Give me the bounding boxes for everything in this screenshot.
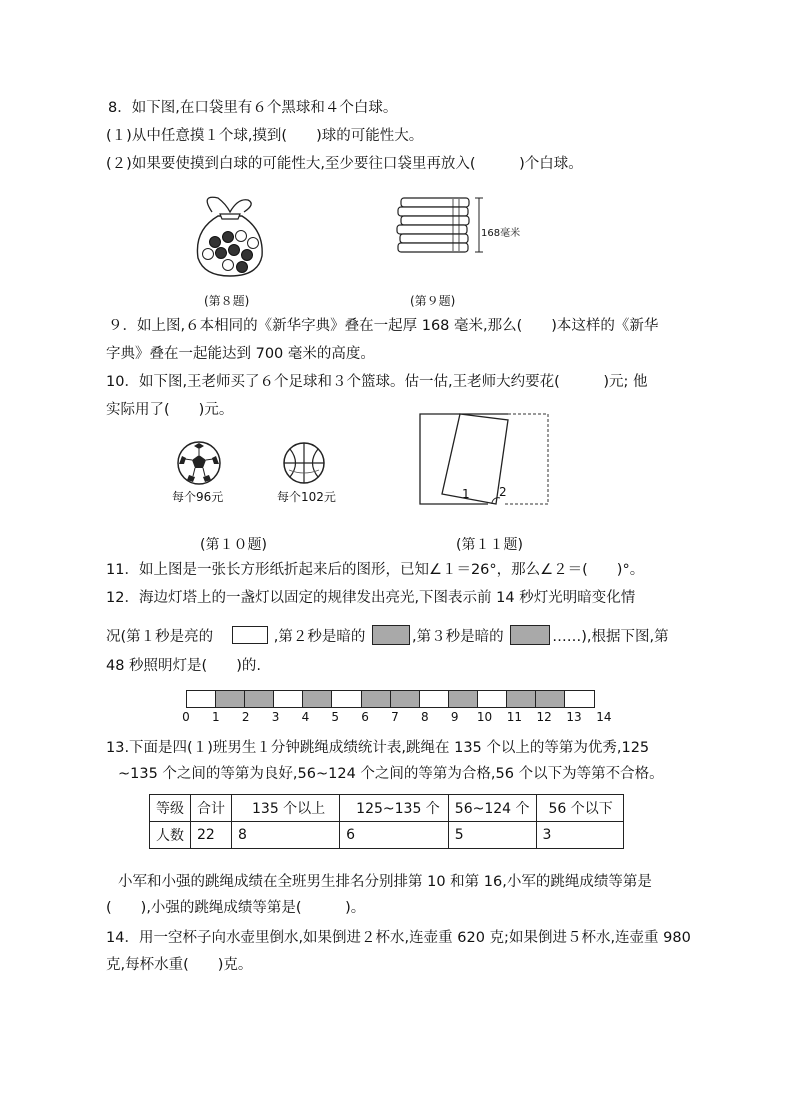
football-icon <box>176 440 222 486</box>
tick-label: 6 <box>361 710 369 724</box>
tick-label: 12 <box>536 710 552 724</box>
q12-line2-a: 况(第１秒是亮的 <box>106 629 214 645</box>
q13-line4: ( ),小强的跳绳成绩等第是( )。 <box>106 900 366 916</box>
table-cell: 125~135 个 <box>340 795 449 822</box>
q12-line1: 12．海边灯塔上的一盏灯以固定的规律发出亮光,下图表示前 14 秒灯光明暗变化情 <box>106 590 636 606</box>
tick-label: 10 <box>476 710 493 724</box>
fig9-caption: (第９题) <box>410 294 456 308</box>
tick-label: 13 <box>566 710 582 724</box>
q8-part1: (１)从中任意摸１个球,摸到( )球的可能性大。 <box>106 128 424 144</box>
q11-text: 11．如上图是一张长方形纸折起来后的图形，已知∠１＝26°，那么∠２＝( )°。 <box>106 562 645 578</box>
tick-label: 8 <box>420 710 429 724</box>
fig10-caption: (第１０题) <box>200 537 267 553</box>
tick-label: 7 <box>391 710 399 724</box>
angle-2-label: 2 <box>499 485 507 499</box>
table-cell: 合计 <box>191 795 232 822</box>
q12-line2-d: ……),根据下图,第 <box>552 629 669 645</box>
q10-line1: 10．如下图,王老师买了６个足球和３个篮球。估一估,王老师大约要花( )元; 他 <box>106 374 648 390</box>
table-cell: 135 个以上 <box>232 795 340 822</box>
second-7-dark <box>362 691 391 707</box>
fig8-caption: (第８题) <box>204 294 250 308</box>
second-8-dark <box>391 691 420 707</box>
jump-rope-stats-table <box>149 794 624 849</box>
second-13-dark <box>536 691 565 707</box>
light-pattern-strip <box>186 690 595 708</box>
q9-line2: 字典》叠在一起能达到 700 毫米的高度。 <box>106 346 375 362</box>
q8-part2: (２)如果要使摸到白球的可能性大,至少要往口袋里再放入( )个白球。 <box>106 156 583 172</box>
light-second-box <box>232 626 268 644</box>
dark-second-box <box>372 625 410 645</box>
table-cell: 等级 <box>150 795 191 822</box>
table-cell: 8 <box>232 822 340 849</box>
q13-line2: ~135 个之间的等第为良好,56~124 个之间的等第为合格,56 个以下为等第不合格。 <box>118 766 664 782</box>
second-14-light <box>565 691 594 707</box>
second-12-dark <box>507 691 536 707</box>
football-price: 每个96元 <box>172 490 224 504</box>
table-header-row <box>150 795 624 822</box>
table-cell: 56 个以下 <box>536 795 623 822</box>
table-cell: 22 <box>191 822 232 849</box>
tick-label: 5 <box>331 710 340 724</box>
tick-label: 9 <box>450 710 459 724</box>
table-cell: 3 <box>536 822 623 849</box>
second-11-light <box>478 691 507 707</box>
q8-stem: 8．如下图,在口袋里有６个黑球和４个白球。 <box>108 100 398 116</box>
angle-1-label: 1 <box>462 487 470 501</box>
basketball-icon <box>281 440 327 486</box>
q10-line2: 实际用了( )元。 <box>106 402 234 418</box>
q12-line2-b: ,第２秒是暗的 <box>273 629 366 645</box>
q14-line1: 14．用一空杯子向水壶里倒水,如果倒进２杯水,连壶重 620 克;如果倒进５杯水,连壶重 980 <box>106 930 691 946</box>
second-2-dark <box>216 691 245 707</box>
q12-line2 <box>106 625 669 649</box>
tick-label: 3 <box>271 710 280 724</box>
q12-line3: 48 秒照明灯是( )的. <box>106 658 261 674</box>
ball-bag-figure <box>190 190 270 280</box>
second-9-light <box>420 691 449 707</box>
second-1-light <box>187 691 216 707</box>
q13-line3: 小军和小强的跳绳成绩在全班男生排名分别排第 10 和第 16,小军的跳绳成绩等第是 <box>118 874 652 890</box>
folded-paper-figure <box>418 412 553 508</box>
fig9-height-label: 168毫米 <box>481 224 520 239</box>
tick-label: 4 <box>301 710 310 724</box>
table-cell: 56~124 个 <box>448 795 536 822</box>
tick-label: 14 <box>596 710 612 724</box>
second-10-dark <box>449 691 478 707</box>
q14-line2: 克,每杯水重( )克。 <box>106 957 253 973</box>
tick-label: 2 <box>241 710 250 724</box>
second-3-dark <box>245 691 274 707</box>
table-cell: 5 <box>448 822 536 849</box>
book-stack-figure <box>393 190 488 260</box>
table-cell: 人数 <box>150 822 191 849</box>
table-row <box>150 822 624 849</box>
tick-label: 11 <box>506 710 522 724</box>
second-6-light <box>332 691 361 707</box>
q9-line1: ９．如上图,６本相同的《新华字典》叠在一起厚 168 毫米,那么( )本这样的《新华 <box>108 318 659 334</box>
q13-line1: 13.下面是四(１)班男生１分钟跳绳成绩统计表,跳绳在 135 个以上的等第为优秀,125 <box>106 740 650 756</box>
basketball-price: 每个102元 <box>277 490 336 504</box>
q12-line2-c: ,第３秒是暗的 <box>412 629 504 645</box>
tick-label: 1 <box>212 710 220 724</box>
second-4-light <box>274 691 303 707</box>
dark-third-box <box>510 625 550 645</box>
second-5-dark <box>303 691 332 707</box>
fig11-caption: (第１１题) <box>456 537 523 553</box>
table-cell: 6 <box>340 822 449 849</box>
tick-label: 0 <box>182 710 190 724</box>
